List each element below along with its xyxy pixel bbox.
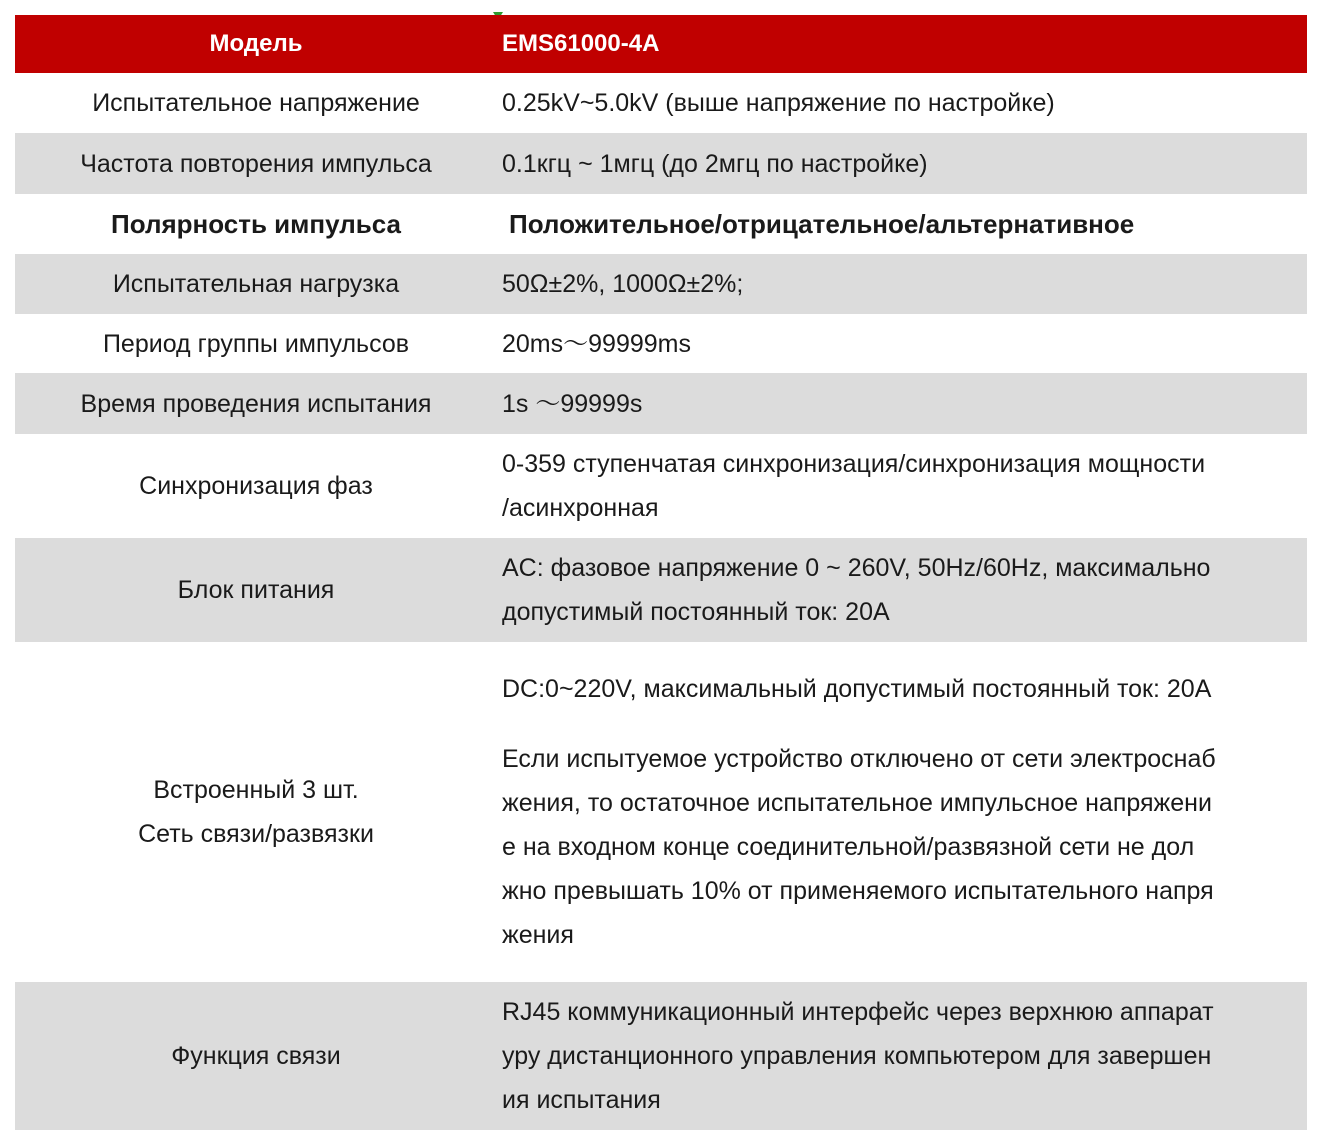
- row-value: [497, 642, 1307, 982]
- row-value: 1s ～99999s: [502, 389, 643, 418]
- value-line: уру дистанционного управления компьютером для завершен: [502, 1042, 1212, 1070]
- table-row: [15, 73, 1307, 133]
- value-line: допустимый постоянный ток: 20A: [502, 598, 890, 626]
- row-label: Синхронизация фаз: [139, 472, 373, 500]
- table-row: [15, 538, 1307, 642]
- table-row: [15, 194, 1307, 254]
- value-line: жно превышать 10% от применяемого испытательного напря: [502, 877, 1214, 905]
- row-value: 0.1кгц ~ 1мгц (до 2мгц по настройке): [502, 149, 928, 178]
- row-value: 0.25kV~5.0kV (выше напряжение по настройке): [502, 89, 1055, 117]
- value-line: RJ45 коммуникационный интерфейс через верхнюю аппарат: [502, 998, 1214, 1026]
- row-label: Испытательное напряжение: [92, 89, 420, 117]
- label-line: Сеть связи/развязки: [138, 820, 374, 848]
- row-label: Блок питания: [177, 576, 335, 604]
- value-line: жения: [502, 921, 574, 949]
- row-value: [497, 538, 1307, 642]
- row-label: Испытательная нагрузка: [112, 270, 400, 298]
- row-value: [497, 434, 1307, 538]
- value-line: /асинхронная: [502, 494, 659, 522]
- header-model-value: EMS61000-4A: [502, 30, 660, 57]
- row-label: [15, 642, 497, 982]
- value-line: Если испытуемое устройство отключено от сети электроснаб: [502, 745, 1216, 773]
- table-row: [15, 373, 1307, 434]
- row-value: [497, 982, 1307, 1130]
- row-value: Положительное/отрицательное/альтернативное: [509, 209, 1135, 239]
- row-label: Полярность импульса: [111, 209, 401, 239]
- row-label: Период группы импульсов: [102, 329, 410, 358]
- table-row: [15, 314, 1307, 373]
- row-value: 20ms～99999ms: [502, 329, 691, 358]
- value-line: 0-359 ступенчатая синхронизация/синхронизация мощности: [502, 450, 1206, 478]
- row-label: Время проведения испытания: [80, 389, 432, 418]
- spec-table: [15, 15, 1307, 1130]
- value-line: AC: фазовое напряжение 0 ~ 260V, 50Hz/60Hz, максимально: [502, 554, 1211, 582]
- header-label: Модель: [209, 30, 303, 57]
- paragraph-gap: [502, 711, 1303, 737]
- table-row: [15, 254, 1307, 314]
- row-label: Частота повторения импульса: [80, 149, 432, 178]
- value-line: DC:0~220V, максимальный допустимый постоянный ток: 20A: [502, 675, 1212, 703]
- table-row: [15, 133, 1307, 194]
- value-line: ия испытания: [502, 1086, 661, 1114]
- label-line: Встроенный 3 шт.: [153, 776, 359, 804]
- value-line: жения, то остаточное испытательное импульсное напряжени: [502, 789, 1212, 817]
- row-value: 50Ω±2%, 1000Ω±2%;: [502, 270, 744, 298]
- value-line: е на входном конце соединительной/развязной сети не дол: [502, 833, 1195, 861]
- row-label: Функция связи: [171, 1042, 341, 1070]
- table-row: [15, 982, 1307, 1130]
- table-row: [15, 642, 1307, 982]
- table-row: [15, 434, 1307, 538]
- table-header-row: [15, 15, 1307, 73]
